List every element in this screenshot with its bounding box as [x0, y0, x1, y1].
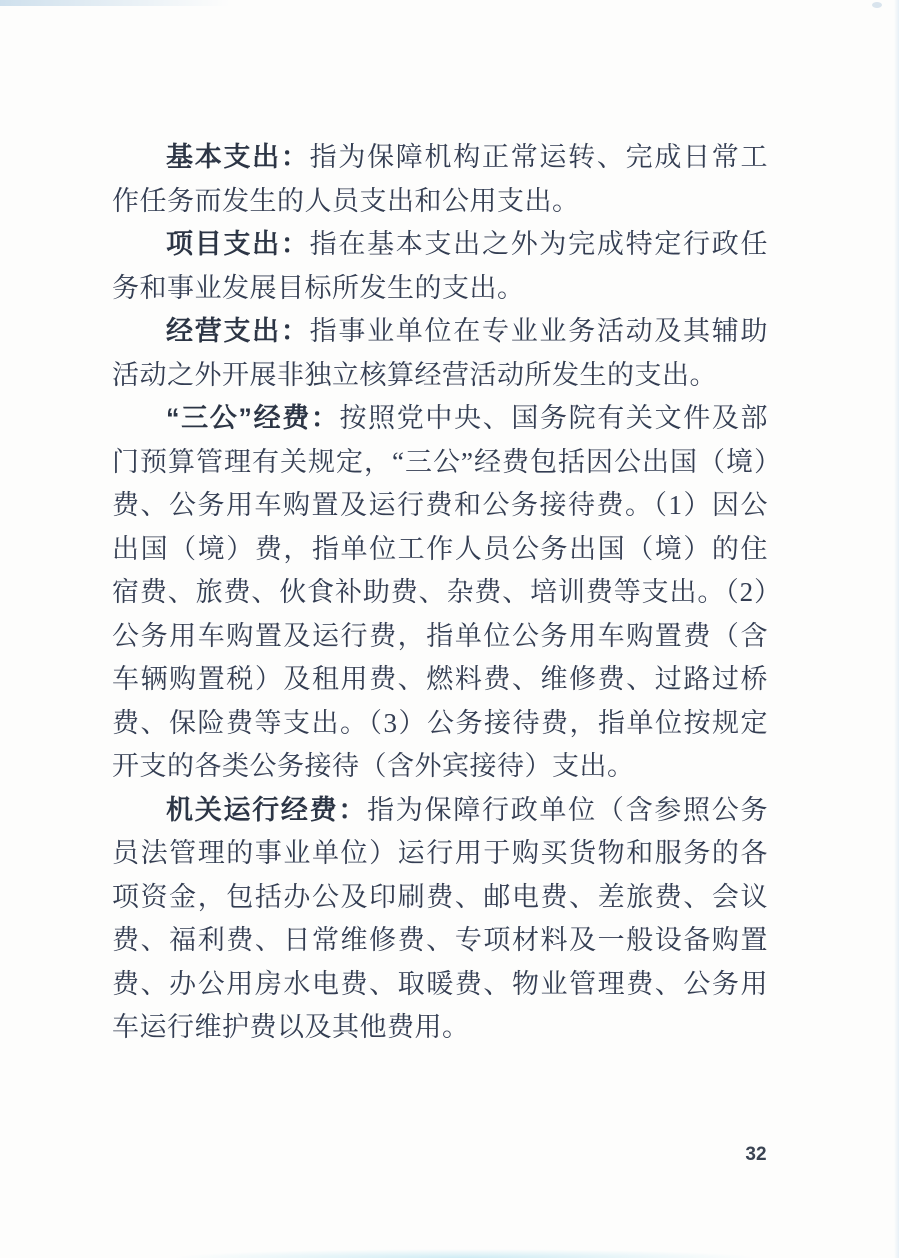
scan-artifact-top-left	[0, 0, 230, 6]
definition-paragraph-basic-expenditure	[112, 136, 768, 223]
definition-body: 指事业单位在专业业务活动及其辅助活动之外开展非独立核算经营活动所发生的支出。	[112, 316, 768, 390]
scan-artifact-right-edge	[894, 0, 899, 1258]
definition-term: 基本支出：	[166, 142, 310, 172]
definition-term: 机关运行经费：	[166, 794, 368, 825]
definition-paragraph-three-public-funds	[112, 397, 768, 789]
definition-term: 项目支出：	[166, 229, 310, 259]
definition-body: 指为保障行政单位（含参照公务员法管理的事业单位）运行用于购买货物和服务的各项资金，包括办公及印刷费、邮电费、差旅费、会议费、福利费、日常维修费、专项材料及一般设备购置费、办公用房水电费、取暖费、物业管理费、公务用车运行维护费以及其他费用。	[112, 794, 769, 1042]
definition-paragraph-agency-operating-funds	[112, 789, 768, 1050]
definition-body: 按照党中央、国务院有关文件及部门预算管理有关规定，“三公”经费包括因公出国（境）费、公务用车购置及运行费和公务接待费。（1）因公出国（境）费，指单位工作人员公务出国（境）的住宿费、旅费、伙食补助费、杂费、培训费等支出。（2）公务用车购置及运行费，指单位公务用车购置费（含车辆购置税）及租用费、燃料费、维修费、过路过桥费、保险费等支出。（3）公务接待费，指单位按规定开支的各类公务接待（含外宾接待）支出。	[112, 403, 768, 781]
definition-paragraph-project-expenditure	[112, 223, 768, 310]
document-body-text	[112, 136, 768, 1050]
scan-artifact-top-right	[872, 2, 882, 8]
definition-term: “三公”经费：	[166, 403, 340, 433]
definition-term: 经营支出：	[166, 316, 310, 346]
definition-body: 指为保障机构正常运转、完成日常工作任务而发生的人员支出和公用支出。	[112, 142, 768, 216]
scan-artifact-bottom	[170, 1249, 760, 1258]
page-number: 32	[745, 1144, 767, 1165]
definition-body: 指在基本支出之外为完成特定行政任务和事业发展目标所发生的支出。	[112, 229, 768, 303]
definition-paragraph-operating-expenditure	[112, 310, 768, 397]
